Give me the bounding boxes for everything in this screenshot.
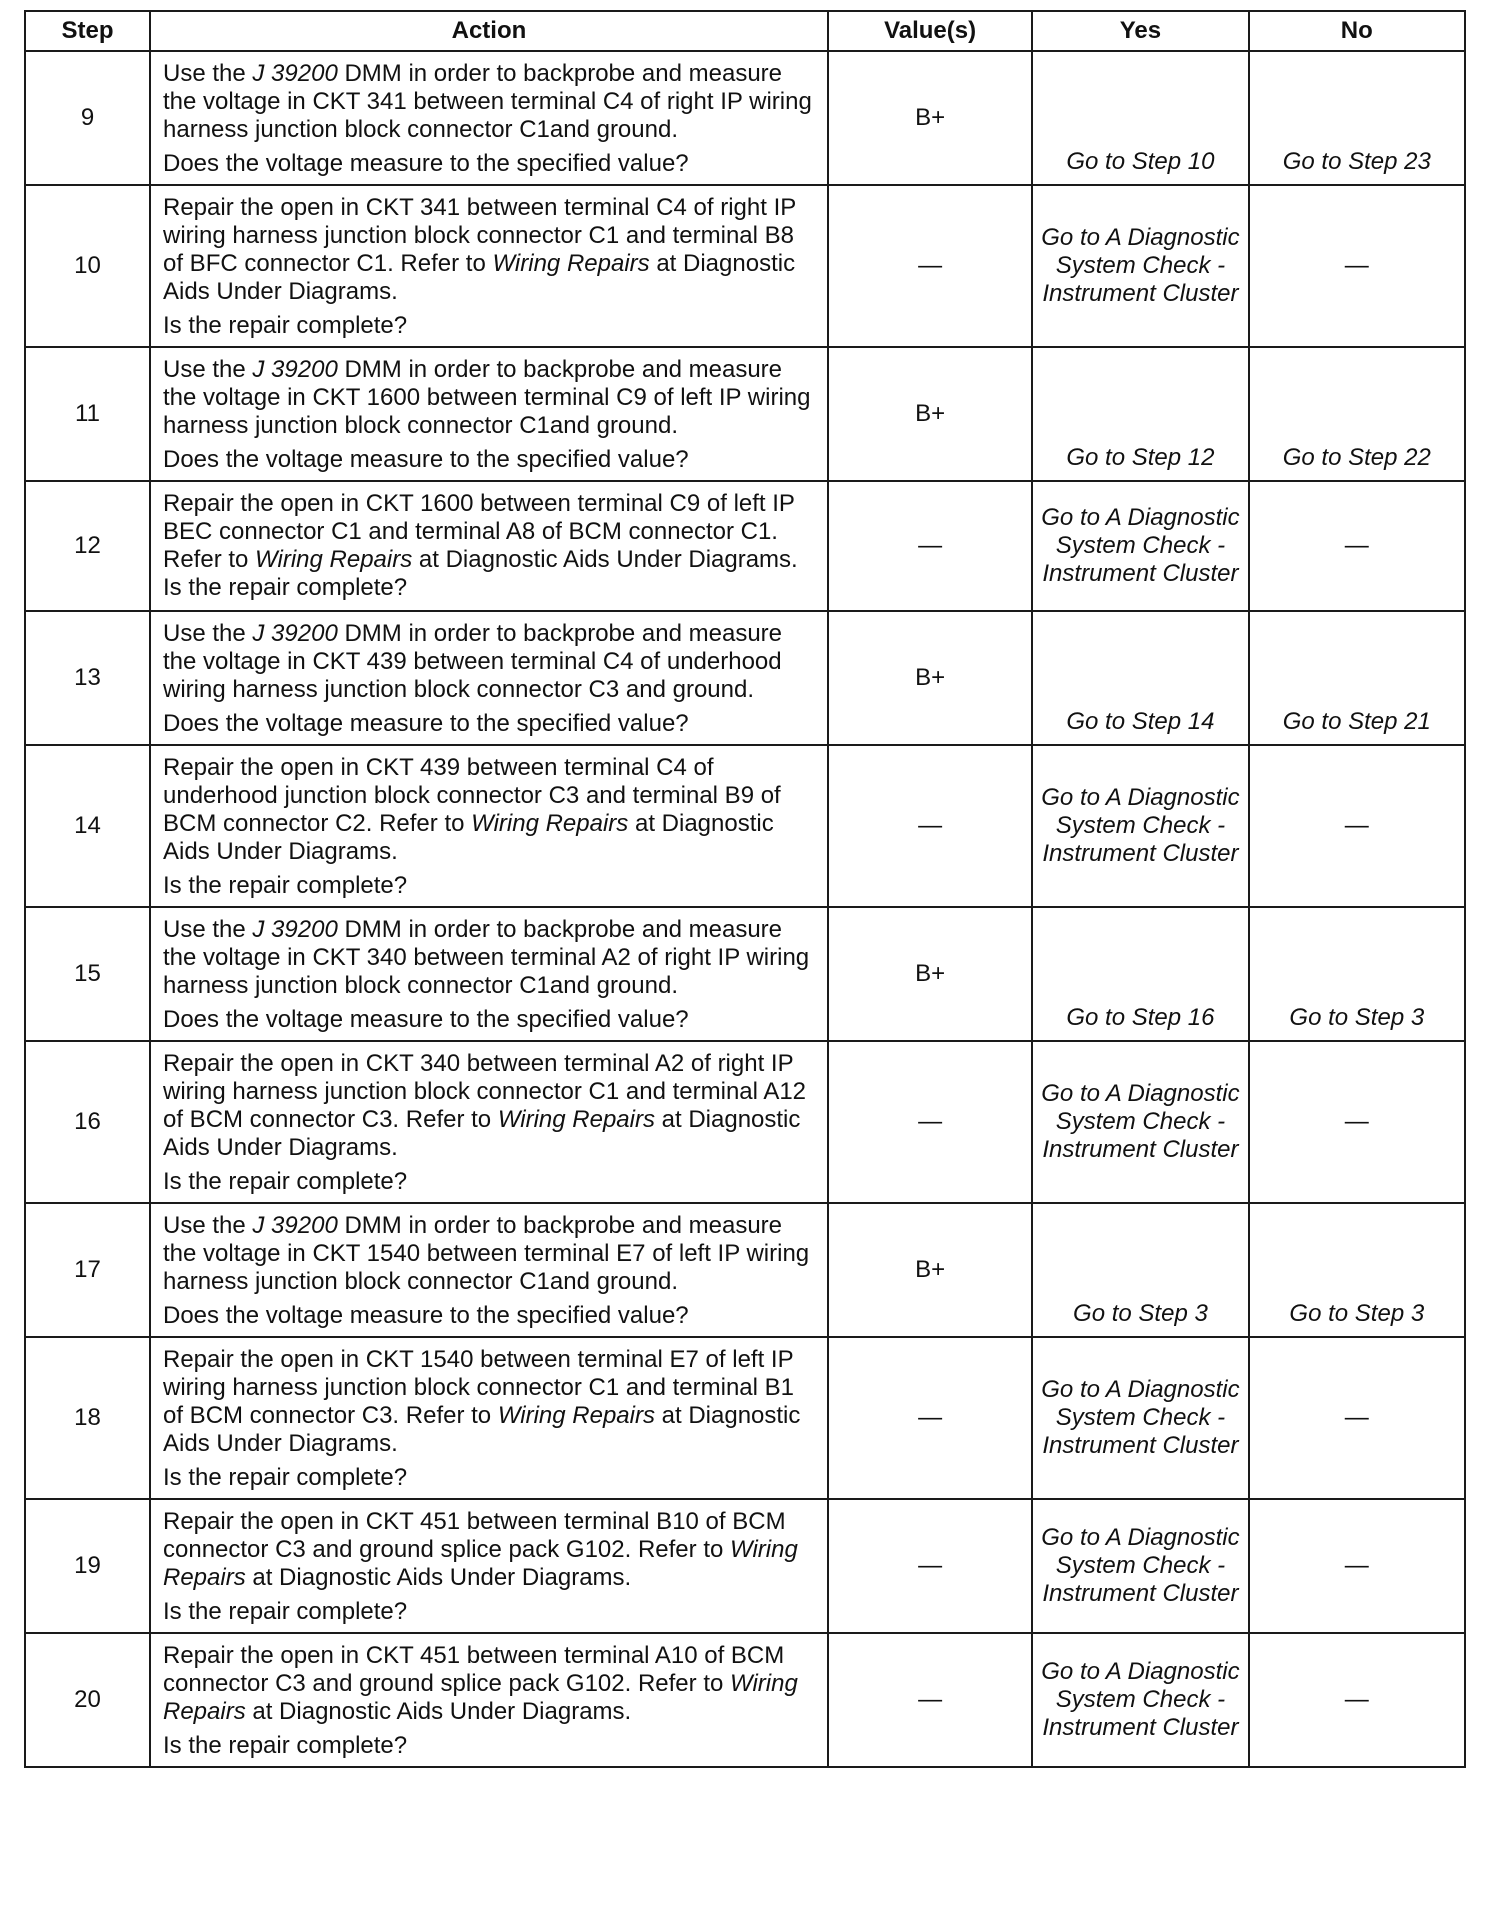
step-number: 9: [25, 51, 150, 185]
action-text: Use the: [163, 60, 253, 87]
tool-name: J 39200: [252, 1212, 338, 1239]
no-cell: —: [1249, 1041, 1465, 1203]
yes-cell: [1032, 185, 1248, 347]
action-text: Use the: [163, 1212, 253, 1239]
action-cell: [150, 1633, 828, 1767]
action-text: at Diagnostic Aids Under Diagrams. Is the repair complete?: [163, 546, 798, 601]
action-cell: [150, 185, 828, 347]
table-row: [25, 745, 1465, 907]
no-cell: [1249, 51, 1465, 185]
table-row: [25, 1337, 1465, 1499]
action-text: Use the: [163, 620, 253, 647]
table-body: [25, 51, 1465, 1767]
value-cell: —: [828, 1499, 1032, 1633]
action-text: Use the: [163, 916, 253, 943]
action-question: Does the voltage measure to the specified value?: [163, 1006, 689, 1033]
no-cell: —: [1249, 745, 1465, 907]
yes-cell: [1032, 611, 1248, 745]
action-text: DMM in order to backprobe and measure the voltage in CKT 1540 between terminal E7 of left IP wiring harness junction block connector C1and ground.: [163, 1212, 810, 1295]
yes-goto-link[interactable]: Go to Step 3: [1073, 1300, 1208, 1327]
yes-cell: [1032, 1337, 1248, 1499]
header-row: [25, 11, 1465, 51]
no-goto-link[interactable]: Go to Step 3: [1289, 1300, 1425, 1327]
yes-goto-link[interactable]: A Diagnostic System Check - Instrument Cluster: [1042, 1376, 1240, 1459]
step-number: 10: [25, 185, 150, 347]
yes-cell: [1032, 907, 1248, 1041]
action-text: DMM in order to backprobe and measure the voltage in CKT 341 between terminal C4 of right IP wiring harness junction block connector C1and ground.: [163, 60, 812, 143]
yes-cell: [1032, 347, 1248, 481]
diagnostic-table-page: [24, 10, 1466, 1768]
no-cell: —: [1249, 1337, 1465, 1499]
no-cell: —: [1249, 1499, 1465, 1633]
action-text: Repair the open in CKT 340 between terminal A2 of right IP wiring harness junction block connector C1 and terminal A12 of BCM connector C3. Refer to: [163, 1050, 807, 1133]
no-cell: [1249, 611, 1465, 745]
table-row: [25, 481, 1465, 611]
action-text: at Diagnostic Aids Under Diagrams.: [163, 810, 774, 865]
action-text: DMM in order to backprobe and measure the voltage in CKT 439 between terminal C4 of underhood wiring harness junction block connector C3 and ground.: [163, 620, 783, 703]
no-cell: —: [1249, 185, 1465, 347]
action-question: Is the repair complete?: [163, 312, 408, 339]
action-question: Does the voltage measure to the specified value?: [163, 1302, 689, 1329]
yes-goto-link[interactable]: Go to Step 14: [1066, 708, 1215, 735]
value-cell: B+: [828, 611, 1032, 745]
yes-goto-prefix: Go to: [1041, 224, 1106, 251]
reference-name: Wiring Repairs: [163, 1670, 798, 1725]
value-cell: —: [828, 1633, 1032, 1767]
action-text: Use the: [163, 356, 253, 383]
yes-goto-link[interactable]: A Diagnostic System Check - Instrument Cluster: [1042, 1658, 1240, 1741]
step-number: 15: [25, 907, 150, 1041]
yes-cell: [1032, 1203, 1248, 1337]
yes-goto-prefix: Go to: [1041, 1524, 1106, 1551]
no-cell: [1249, 1203, 1465, 1337]
header-action: Action: [150, 11, 828, 51]
action-cell: [150, 51, 828, 185]
yes-goto-link[interactable]: A Diagnostic System Check - Instrument Cluster: [1042, 784, 1240, 867]
tool-name: J 39200: [252, 356, 338, 383]
yes-goto-prefix: Go to: [1041, 1658, 1106, 1685]
table-row: [25, 1499, 1465, 1633]
step-number: 13: [25, 611, 150, 745]
table-row: [25, 611, 1465, 745]
action-text: Repair the open in CKT 1540 between terminal E7 of left IP wiring harness junction block connector C1 and terminal B1 of BCM connector C3. Refer to: [163, 1346, 794, 1429]
action-question: Does the voltage measure to the specified value?: [163, 446, 689, 473]
yes-goto-prefix: Go to: [1041, 784, 1106, 811]
value-cell: B+: [828, 51, 1032, 185]
value-cell: B+: [828, 1203, 1032, 1337]
action-text: at Diagnostic Aids Under Diagrams.: [163, 1402, 801, 1457]
action-cell: [150, 347, 828, 481]
yes-goto-link[interactable]: Go to Step 10: [1066, 148, 1215, 175]
yes-cell: [1032, 481, 1248, 611]
table-row: [25, 51, 1465, 185]
yes-goto-link[interactable]: A Diagnostic System Check - Instrument Cluster: [1042, 504, 1240, 587]
value-cell: —: [828, 185, 1032, 347]
step-number: 19: [25, 1499, 150, 1633]
no-goto-link[interactable]: Go to Step 21: [1282, 708, 1431, 735]
no-cell: —: [1249, 1633, 1465, 1767]
yes-goto-prefix: Go to: [1041, 1080, 1106, 1107]
yes-cell: [1032, 51, 1248, 185]
yes-goto-prefix: Go to: [1041, 504, 1106, 531]
table-row: [25, 1041, 1465, 1203]
action-cell: [150, 1499, 828, 1633]
no-cell: [1249, 347, 1465, 481]
tool-name: J 39200: [252, 620, 338, 647]
action-cell: [150, 1337, 828, 1499]
no-cell: [1249, 907, 1465, 1041]
yes-goto-link[interactable]: Go to Step 12: [1066, 444, 1215, 471]
action-cell: [150, 1203, 828, 1337]
header-values: Value(s): [828, 11, 1032, 51]
action-question: Is the repair complete?: [163, 872, 408, 899]
step-number: 14: [25, 745, 150, 907]
action-text: DMM in order to backprobe and measure the voltage in CKT 1600 between terminal C9 of left IP wiring harness junction block connector C1and ground.: [163, 356, 811, 439]
step-number: 18: [25, 1337, 150, 1499]
yes-cell: [1032, 1633, 1248, 1767]
action-question: Is the repair complete?: [163, 1598, 408, 1625]
action-cell: [150, 907, 828, 1041]
yes-goto-link[interactable]: A Diagnostic System Check - Instrument Cluster: [1042, 1080, 1240, 1163]
header-no: No: [1249, 11, 1465, 51]
diagnostic-table: [24, 10, 1466, 1768]
action-cell: [150, 481, 828, 611]
action-cell: [150, 611, 828, 745]
table-row: [25, 1633, 1465, 1767]
step-number: 11: [25, 347, 150, 481]
action-text: Repair the open in CKT 439 between terminal C4 of underhood junction block connector C3 and terminal B9 of BCM connector C2. Refer to: [163, 754, 781, 837]
no-cell: —: [1249, 481, 1465, 611]
table-row: [25, 347, 1465, 481]
reference-name: Wiring Repairs: [471, 810, 629, 837]
action-text: at Diagnostic Aids Under Diagrams.: [245, 1698, 632, 1725]
value-cell: —: [828, 1041, 1032, 1203]
step-number: 12: [25, 481, 150, 611]
yes-goto-prefix: Go to: [1041, 1376, 1106, 1403]
action-text: DMM in order to backprobe and measure the voltage in CKT 340 between terminal A2 of right IP wiring harness junction block connector C1and ground.: [163, 916, 810, 999]
header-step: Step: [25, 11, 150, 51]
value-cell: —: [828, 481, 1032, 611]
action-text: at Diagnostic Aids Under Diagrams.: [163, 250, 796, 305]
table-row: [25, 185, 1465, 347]
action-text: Repair the open in CKT 451 between terminal B10 of BCM connector C3 and ground splice pack G102. Refer to: [163, 1508, 786, 1563]
reference-name: Wiring Repairs: [255, 546, 413, 573]
reference-name: Wiring Repairs: [497, 1402, 655, 1429]
action-text: at Diagnostic Aids Under Diagrams.: [245, 1564, 632, 1591]
action-question: Is the repair complete?: [163, 1464, 408, 1491]
no-goto-link[interactable]: Go to Step 3: [1289, 1004, 1425, 1031]
value-cell: —: [828, 1337, 1032, 1499]
value-cell: —: [828, 745, 1032, 907]
action-question: Does the voltage measure to the specified value?: [163, 150, 689, 177]
header-yes: Yes: [1032, 11, 1248, 51]
step-number: 17: [25, 1203, 150, 1337]
no-goto-link[interactable]: Go to Step 22: [1282, 444, 1431, 471]
action-text: Repair the open in CKT 451 between terminal A10 of BCM connector C3 and ground splice pack G102. Refer to: [163, 1642, 785, 1697]
no-goto-link[interactable]: Go to Step 23: [1282, 148, 1431, 175]
reference-name: Wiring Repairs: [492, 250, 650, 277]
action-cell: [150, 745, 828, 907]
action-text: Repair the open in CKT 341 between terminal C4 of right IP wiring harness junction block connector C1 and terminal B8 of BFC connector C1. Refer to: [163, 194, 796, 277]
value-cell: B+: [828, 347, 1032, 481]
table-row: [25, 1203, 1465, 1337]
action-question: Is the repair complete?: [163, 1732, 408, 1759]
table-row: [25, 907, 1465, 1041]
yes-cell: [1032, 1041, 1248, 1203]
action-cell: [150, 1041, 828, 1203]
reference-name: Wiring Repairs: [163, 1536, 798, 1591]
action-question: Is the repair complete?: [163, 1168, 408, 1195]
step-number: 20: [25, 1633, 150, 1767]
yes-cell: [1032, 1499, 1248, 1633]
yes-goto-link[interactable]: Go to Step 16: [1066, 1004, 1215, 1031]
yes-cell: [1032, 745, 1248, 907]
tool-name: J 39200: [252, 60, 338, 87]
tool-name: J 39200: [252, 916, 338, 943]
action-question: Does the voltage measure to the specified value?: [163, 710, 689, 737]
step-number: 16: [25, 1041, 150, 1203]
action-text: at Diagnostic Aids Under Diagrams.: [163, 1106, 801, 1161]
action-text: Repair the open in CKT 1600 between terminal C9 of left IP BEC connector C1 and terminal A8 of BCM connector C1. Refer to: [163, 490, 795, 573]
yes-goto-link[interactable]: A Diagnostic System Check - Instrument Cluster: [1042, 1524, 1240, 1607]
value-cell: B+: [828, 907, 1032, 1041]
yes-goto-link[interactable]: A Diagnostic System Check - Instrument Cluster: [1042, 224, 1240, 307]
reference-name: Wiring Repairs: [497, 1106, 655, 1133]
